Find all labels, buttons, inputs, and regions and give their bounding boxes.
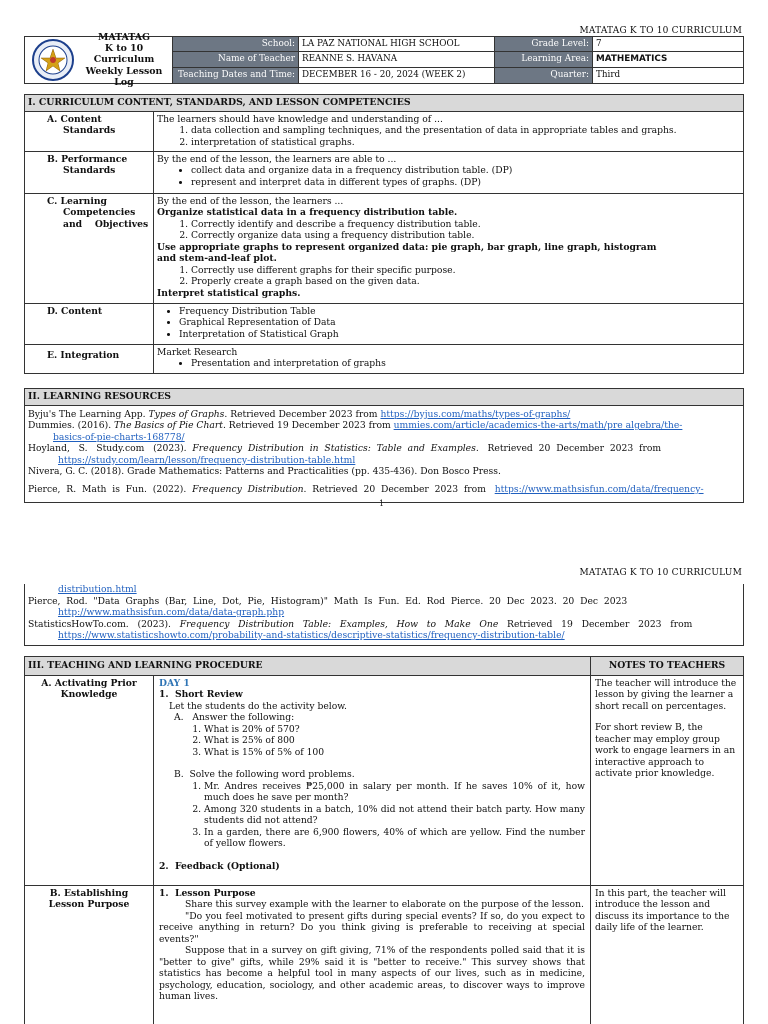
resource-link[interactable]: ummies.com/article/academics-the-arts/math/pre algebra/the- xyxy=(393,420,683,432)
competencies-label xyxy=(25,194,154,303)
curriculum-label-page-2: MATATAG K TO 10 CURRICULUM xyxy=(579,568,742,578)
list-item: 2. What is 25% of 800 xyxy=(204,735,585,747)
school-value: LA PAZ NATIONAL HIGH SCHOOL xyxy=(299,37,495,52)
part-a-list xyxy=(159,724,585,759)
content-standards-label xyxy=(25,112,154,151)
competency-heading: Organize statistical data in a frequency distribution table. xyxy=(157,207,458,219)
part-b-list xyxy=(159,781,585,850)
label-line: Standards xyxy=(63,125,116,137)
list-item: 1. What is 20% of 570? xyxy=(204,724,585,736)
label-line: Lesson Purpose xyxy=(48,899,130,910)
curriculum-section xyxy=(24,94,744,374)
learning-resources-section xyxy=(24,388,744,503)
resource-statisticshowto xyxy=(25,619,743,631)
ref-text: StatisticsHowTo.com. (2023). xyxy=(28,618,180,630)
list-item: 2. Among 320 students in a batch, 10% did not attend their batch party. How many students did not attend? xyxy=(204,804,585,827)
resource-statisticshowto-cont xyxy=(25,630,743,642)
list-item: 1. data collection and sampling techniques, and the presentation of data in appropriate tables and graphs. xyxy=(191,125,740,137)
label-line: A. Activating Prior xyxy=(41,677,137,689)
integration-label: E. Integration xyxy=(25,345,154,373)
ref-text: . Retrieved December 2023 from xyxy=(224,408,381,420)
dates-value: DECEMBER 16 - 20, 2024 (WEEK 2) xyxy=(299,68,495,83)
quarter-label: Quarter: xyxy=(495,68,593,83)
section-3-title: III. TEACHING AND LEARNING PROCEDURE xyxy=(25,657,591,675)
list-item: 1. Mr. Andres receives ₱25,000 in salary per month. If he saves 10% of it, how much does he save per month? xyxy=(204,781,585,804)
curriculum-label: MATATAG K TO 10 CURRICULUM xyxy=(579,26,742,36)
label-line: Standards xyxy=(63,165,116,177)
teacher-note: The teacher will introduce the lesson by giving the learner a short recall on percentages. xyxy=(595,677,737,712)
resource-hoyland xyxy=(25,443,743,455)
competency-list xyxy=(157,219,740,242)
header-block xyxy=(24,31,744,88)
ref-title: Frequency Distribution Table: Examples, How to Make One xyxy=(179,618,499,630)
content-text xyxy=(154,304,743,344)
list-item: • Frequency Distribution Table xyxy=(179,306,740,318)
list-item: 1. Correctly identify and describe a frequency distribution table. xyxy=(191,219,740,231)
content-row xyxy=(25,304,743,345)
resource-link[interactable]: basics-of-pie-charts-168778/ xyxy=(53,431,185,443)
resources-continued xyxy=(24,584,744,646)
competency-list xyxy=(157,265,740,288)
list-item: • Interpretation of Statistical Graph xyxy=(179,329,740,341)
section-1-title: I. CURRICULUM CONTENT, STANDARDS, AND LESSON COMPETENCIES xyxy=(25,95,743,112)
purpose-paragraph: Share this survey example with the learner to elaborate on the purpose of the lesson. xyxy=(185,899,584,910)
ref-text: Pierce, R. Math is Fun. (2022). xyxy=(28,483,193,495)
content-standards-list xyxy=(157,125,740,148)
label-line: C. Learning xyxy=(47,195,107,207)
resource-pierce-cont xyxy=(25,584,743,596)
activating-notes xyxy=(591,676,743,885)
teacher-value: REANNE S. HAVANA xyxy=(299,52,495,67)
resource-dummies xyxy=(25,420,743,432)
section-3-header xyxy=(25,657,743,676)
ref-text: Byju's The Learning App. xyxy=(28,408,149,420)
intro-text: The learners should have knowledge and understanding of ... xyxy=(157,113,443,125)
ref-title: The Basics of Pie Chart xyxy=(114,420,223,432)
competency-heading: Use appropriate graphs to represent organized data: pie graph, bar graph, line graph, histogram xyxy=(157,241,657,253)
resources-list xyxy=(25,406,743,496)
label-line: B. Performance xyxy=(47,153,128,165)
list-item: • collect data and organize data in a frequency distribution table. (DP) xyxy=(191,165,740,177)
logo-line-3: Weekly Lesson Log xyxy=(85,65,163,88)
logo-area xyxy=(25,31,173,88)
ref-title: Frequency Distribution xyxy=(192,483,304,495)
list-item: • represent and interpret data in different types of graphs. (DP) xyxy=(191,177,740,189)
competency-heading: Interpret statistical graphs. xyxy=(157,287,301,299)
ref-text: . Retrieved 19 December 2023 from xyxy=(222,420,394,432)
list-item: • Graphical Representation of Data xyxy=(179,317,740,329)
resource-pierce-rod-cont xyxy=(25,607,743,619)
resource-link[interactable]: http://www.mathsisfun.com/data/data-graph.php xyxy=(58,607,285,618)
ref-text: . Retrieved 20 December 2023 from xyxy=(303,483,495,495)
content-label: D. Content xyxy=(25,304,154,344)
part-a-heading: A. Answer the following: xyxy=(174,712,295,723)
logo-text xyxy=(79,32,169,88)
competencies-text xyxy=(154,194,743,303)
resource-link[interactable]: https://www.statisticshowto.com/probability-and-statistics/descriptive-statistics/frequency-distribution-table/ xyxy=(58,630,565,641)
lesson-purpose-heading: 1. Lesson Purpose xyxy=(159,887,256,899)
list-item: 2. Properly create a graph based on the given data. xyxy=(191,276,740,288)
ref-text: . Retrieved 20 December 2023 from xyxy=(475,443,662,455)
activating-prior-knowledge-row xyxy=(25,676,743,886)
resource-pierce-rod: Pierce, Rod. "Data Graphs (Bar, Line, Dot, Pie, Histogram)" Math Is Fun. Ed. Rod Pierce. 20 Dec 2023. 20 Dec 2023 xyxy=(28,595,628,607)
label-line: B. Establishing xyxy=(49,887,129,899)
review-intro: Let the students do the activity below. xyxy=(169,700,347,712)
integration-text xyxy=(154,345,743,373)
intro-text: By the end of the lesson, the learners ... xyxy=(157,195,344,207)
resource-hoyland-cont xyxy=(25,455,743,467)
integration-list xyxy=(157,358,740,370)
learning-area-value: MATHEMATICS xyxy=(593,52,743,67)
list-item: • Presentation and interpretation of graphs xyxy=(191,358,740,370)
list-item: 1. Correctly use different graphs for their specific purpose. xyxy=(191,265,740,277)
label-line: Knowledge xyxy=(60,689,118,700)
competency-heading-cont: and stem-and-leaf plot. xyxy=(157,253,277,265)
establishing-purpose-row xyxy=(25,886,743,1024)
integration-value: Market Research xyxy=(157,346,238,358)
resource-nivera: Nivera, G. C. (2018). Grade Mathematics: Patterns and Practicalities (pp. 435-436). Don Bosco Press. xyxy=(28,466,501,478)
content-list xyxy=(157,306,740,341)
teacher-note: For short review B, the teacher may employ group work to engage learners in an interactive approach to activate prior knowledge. xyxy=(595,722,736,779)
ref-text: Dummies. (2016). xyxy=(28,420,115,432)
section-2-title: II. LEARNING RESOURCES xyxy=(25,389,743,406)
header-fields xyxy=(173,37,743,83)
short-review-heading: 1. Short Review xyxy=(159,689,243,700)
integration-row xyxy=(25,345,743,373)
resource-link[interactable]: distribution.html xyxy=(58,584,137,595)
ref-text: Retrieved 19 December 2023 from xyxy=(498,618,693,630)
page-number: 1 xyxy=(379,499,385,508)
part-b-heading: B. Solve the following word problems. xyxy=(174,769,355,780)
dates-label: Teaching Dates and Time: xyxy=(173,68,299,83)
resource-link[interactable]: https://byjus.com/maths/types-of-graphs/ xyxy=(380,408,571,420)
performance-standards-row xyxy=(25,152,743,194)
teaching-procedure-section xyxy=(24,656,744,1024)
grade-level-label: Grade Level: xyxy=(495,37,593,52)
label-line: Competencies xyxy=(63,207,136,219)
ref-title: Frequency Distribution in Statistics: Table and Examples xyxy=(192,443,476,455)
list-item: 3. What is 15% of 5% of 100 xyxy=(204,747,585,759)
feedback-heading: 2. Feedback (Optional) xyxy=(159,860,280,872)
grade-level-value: 7 xyxy=(593,37,743,52)
label-line: and Objectives xyxy=(63,218,149,230)
logo-line-2: K to 10 Curriculum xyxy=(93,43,155,66)
logo-line-1: MATATAG xyxy=(97,31,151,43)
label-line: A. Content xyxy=(47,113,102,125)
resource-byjus xyxy=(25,409,743,421)
school-label: School: xyxy=(173,37,299,52)
teacher-label: Name of Teacher xyxy=(173,52,299,67)
performance-standards-label xyxy=(25,152,154,193)
establishing-notes: In this part, the teacher will introduce the lesson and discuss its importance to the daily life of the learner. xyxy=(595,887,730,933)
activating-content xyxy=(154,676,591,885)
establishing-label xyxy=(25,886,154,1024)
performance-standards-text xyxy=(154,152,743,193)
intro-text: By the end of the lesson, the learners are able to ... xyxy=(157,153,397,165)
purpose-paragraph: Suppose that in a survey on gift giving, 71% of the respondents polled said that it is "better to give" gifts, while 29% said it is "better to receive." This survey shows that statistics has become a helpful tool in many aspects of our lives, such as in medicine, psychology, education, sociology, and other academic areas, to discover ways to improve human lives. xyxy=(159,945,585,1002)
notes-title: NOTES TO TEACHERS xyxy=(608,660,726,671)
deped-seal-icon xyxy=(29,38,77,82)
establishing-content xyxy=(154,886,591,1024)
content-standards-row xyxy=(25,112,743,152)
resource-link[interactable]: https://study.com/learn/lesson/frequency-distribution-table.html xyxy=(58,454,356,466)
performance-standards-list xyxy=(157,165,740,188)
competencies-row xyxy=(25,194,743,304)
ref-text: Hoyland, S. Study.com (2023). xyxy=(28,443,193,455)
list-item: 3. In a garden, there are 6,900 flowers, 40% of which are yellow. Find the number of yellow flowers. xyxy=(204,827,585,850)
ref-title: Types of Graphs xyxy=(148,408,225,420)
resource-dummies-cont xyxy=(25,432,743,444)
list-item: 2. interpretation of statistical graphs. xyxy=(191,137,740,149)
list-item: 2. Correctly organize data using a frequency distribution table. xyxy=(191,230,740,242)
learning-area-label: Learning Area: xyxy=(495,52,593,67)
purpose-paragraph: "Do you feel motivated to present gifts during special events? If so, do you expect to receive anything in return? Do you think giving is preferable to receiving at special events?" xyxy=(159,910,585,945)
resource-pierce xyxy=(25,484,743,496)
day-label: DAY 1 xyxy=(159,677,190,689)
content-standards-text xyxy=(154,112,743,151)
resource-link[interactable]: https://www.mathsisfun.com/data/frequency- xyxy=(494,483,704,495)
quarter-value: Third xyxy=(596,69,621,80)
activating-label xyxy=(25,676,154,885)
